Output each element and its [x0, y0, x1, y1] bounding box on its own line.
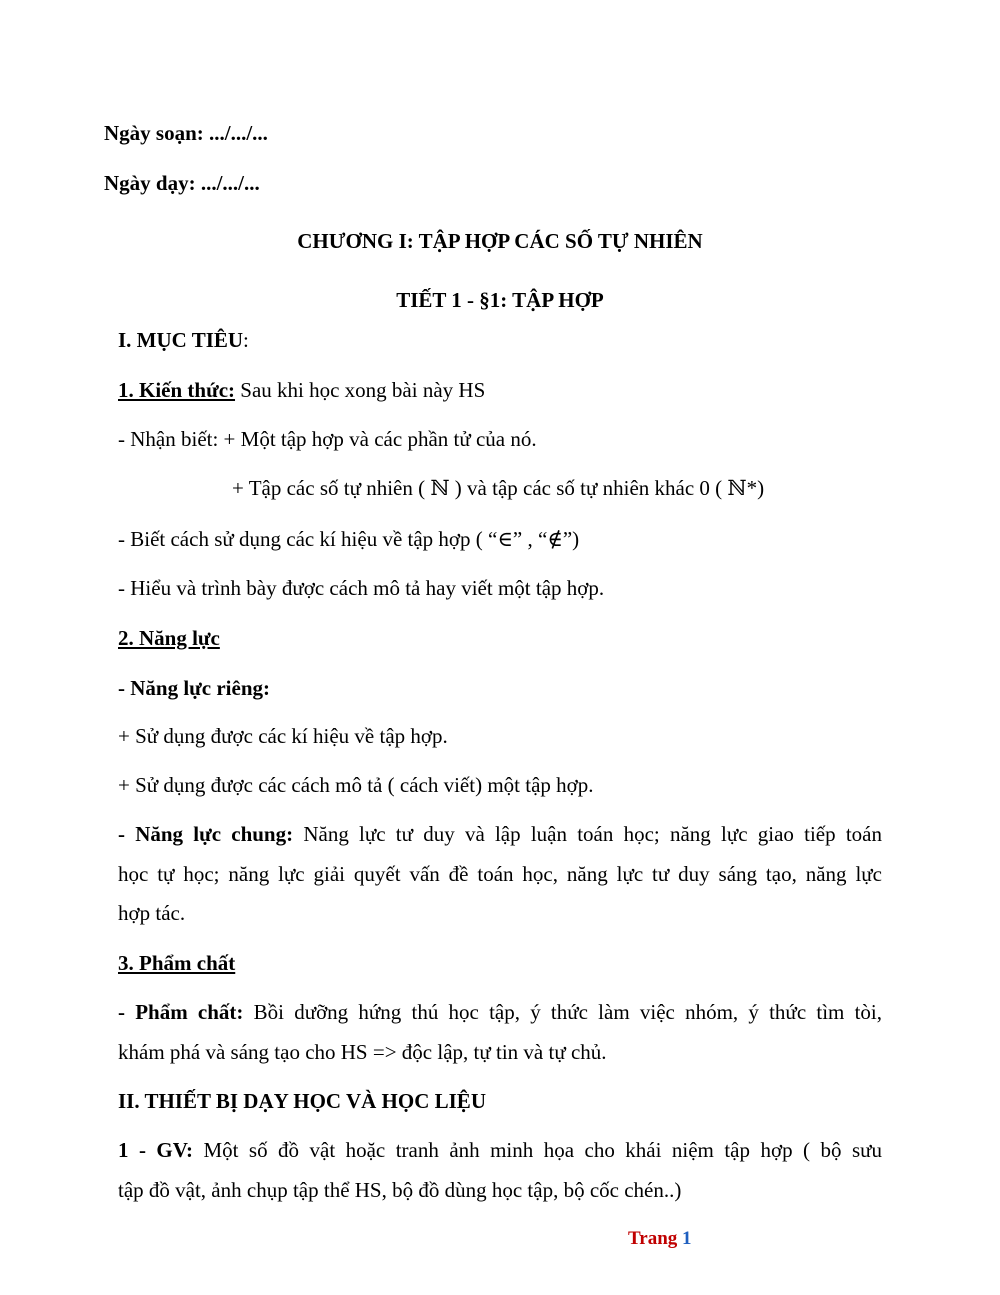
- lesson-title: TIẾT 1 - §1: TẬP HỢP: [396, 288, 604, 312]
- capacity-specific-item: + Sử dụng được các cách mô tả ( cách viết) một tập hợp.: [118, 773, 594, 797]
- capacity-general-row2: học tự học; năng lực giải quyết vấn đề toán học, năng lực tư duy sáng tạo, năng lực: [118, 862, 882, 886]
- gv-row1: [118, 1138, 882, 1162]
- capacity-specific-item: + Sử dụng được các kí hiệu về tập hợp.: [118, 724, 448, 748]
- ngay-soan: Ngày soạn: .../.../...: [104, 121, 268, 145]
- quality-text1: Bồi dưỡng hứng thú học tập, ý thức làm việc nhóm, ý thức tìm tòi,: [243, 1000, 882, 1024]
- capacity-heading: 2. Năng lực: [118, 626, 220, 650]
- capacity-general-label: - Năng lực chung:: [118, 822, 294, 846]
- gv-paragraph: [118, 1138, 882, 1162]
- quality-row2: khám phá và sáng tạo cho HS => độc lập, tự tin và tự chủ.: [118, 1040, 607, 1064]
- page-number: 1: [682, 1228, 692, 1249]
- section2-heading: II. THIẾT BỊ DẠY HỌC VÀ HỌC LIỆU: [118, 1089, 486, 1113]
- gv-label: 1 - GV:: [118, 1138, 193, 1162]
- chapter-title: CHƯƠNG I: TẬP HỢP CÁC SỐ TỰ NHIÊN: [297, 229, 703, 253]
- footer-label: Trang: [628, 1228, 683, 1249]
- page-footer: [628, 1228, 692, 1250]
- capacity-general-row1: [118, 822, 882, 846]
- quality-row1: [118, 1000, 882, 1024]
- quality-paragraph: [118, 1000, 882, 1024]
- section1-heading: [118, 328, 249, 352]
- section1-heading-text: I. MỤC TIÊU: [118, 328, 244, 352]
- quality-heading: 3. Phẩm chất: [118, 951, 236, 975]
- capacity-general-text1: Năng lực tư duy và lập luận toán học; năng lực giao tiếp toán: [293, 822, 882, 846]
- knowledge-label: 1. Kiến thức:: [118, 378, 236, 402]
- ngay-day: Ngày dạy: .../.../...: [104, 171, 260, 195]
- gv-row2: tập đồ vật, ảnh chụp tập thể HS, bộ đồ dùng học tập, bộ cốc chén..): [118, 1178, 682, 1202]
- capacity-specific-label: - Năng lực riêng:: [118, 676, 270, 700]
- quality-item-label: - Phẩm chất:: [118, 1000, 244, 1024]
- knowledge-text: Sau khi học xong bài này HS: [235, 378, 486, 402]
- gv-text1: Một số đồ vật hoặc tranh ảnh minh họa cho khái niệm tập hợp ( bộ sưu: [192, 1138, 882, 1162]
- knowledge-line: [118, 378, 485, 402]
- knowledge-item: - Biết cách sử dụng các kí hiệu về tập hợp ( “∈” , “∉”): [118, 527, 580, 551]
- capacity-general-row3: hợp tác.: [118, 901, 186, 925]
- section1-heading-colon: :: [243, 328, 249, 352]
- capacity-general-paragraph: [118, 822, 882, 846]
- knowledge-item: - Nhận biết: + Một tập hợp và các phần tử của nó.: [118, 427, 537, 451]
- knowledge-item: - Hiểu và trình bày được cách mô tả hay viết một tập hợp.: [118, 576, 605, 600]
- knowledge-item: + Tập các số tự nhiên ( ℕ ) và tập các số tự nhiên khác 0 ( ℕ*): [232, 476, 765, 500]
